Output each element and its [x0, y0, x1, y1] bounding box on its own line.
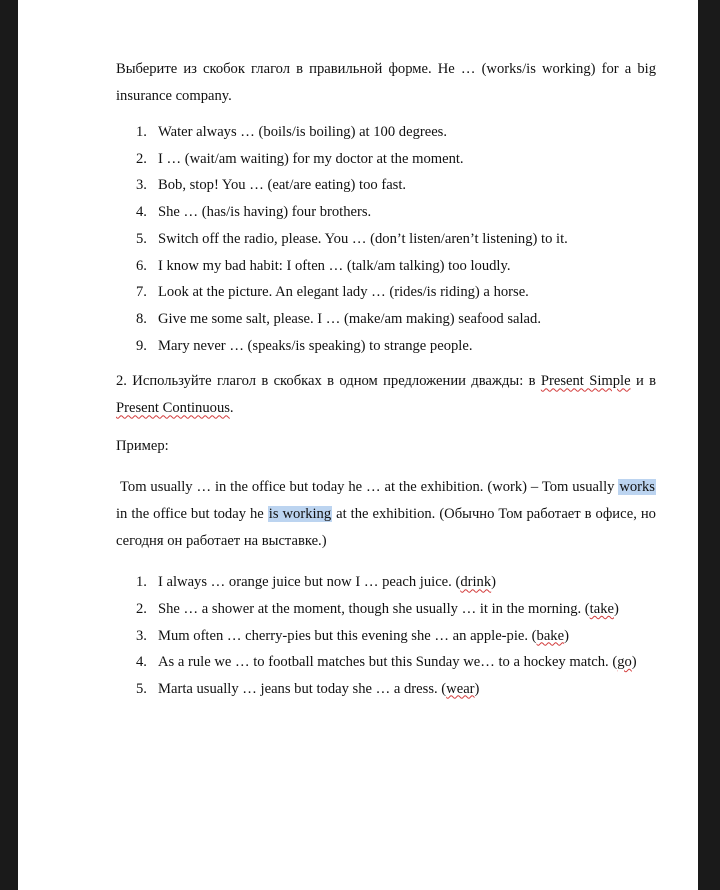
list-item — [116, 119, 656, 146]
item-text: Look at the picture. An elegant lady … (rides/is riding) a horse. — [158, 284, 529, 301]
task-2-prefix: 2. Используйте глагол в скобках в одном предложении дважды: в — [116, 373, 541, 390]
list-item — [116, 569, 656, 596]
list-item — [116, 226, 656, 253]
list-item — [116, 649, 656, 676]
item-text: Give me some salt, please. I … (make/am making) seafood salad. — [158, 310, 541, 327]
term-present-simple: Present Simple — [540, 373, 631, 390]
item-text: I … (wait/am waiting) for my doctor at the moment. — [158, 150, 464, 167]
item-number: 5. — [136, 680, 147, 697]
item-end: ) — [564, 627, 569, 644]
verb-hint: bake — [536, 627, 565, 644]
item-number: 8. — [136, 310, 147, 327]
item-text: Switch off the radio, please. You … (don’t listen/aren’t listening) to it. — [158, 230, 568, 247]
item-text: As a rule we … to football matches but this Sunday we… to a hockey match. ( — [158, 654, 618, 671]
item-number: 2. — [136, 150, 147, 167]
document-page — [18, 0, 698, 890]
example-paragraph — [116, 474, 656, 555]
list-item — [116, 676, 656, 703]
item-number: 2. — [136, 600, 147, 617]
verb-hint: drink — [460, 574, 492, 591]
list-item — [116, 596, 656, 623]
item-end: ) — [631, 654, 637, 671]
item-text: Marta usually … jeans but today she … a dress. ( — [158, 680, 447, 697]
list-item — [116, 172, 656, 199]
item-text: I know my bad habit: I often … (talk/am talking) too loudly. — [158, 257, 511, 274]
highlight-works: works — [619, 479, 655, 496]
list-item — [116, 253, 656, 280]
list-item — [116, 279, 656, 306]
item-number: 3. — [136, 627, 147, 644]
verb-hint: wear — [446, 680, 475, 697]
task-2-suffix: . — [229, 400, 234, 417]
list-item — [116, 199, 656, 226]
list-item — [116, 146, 656, 173]
example-part-1: Tom usually … in the office but today he … at the exhibition. (work) – Tom usually — [120, 479, 619, 496]
intro-paragraph: Выберите из скобок глагол в правильной форме. He … (works/is working) for a big insurance company. — [116, 61, 656, 104]
item-number: 3. — [136, 177, 147, 194]
item-number: 5. — [136, 230, 147, 247]
item-number: 4. — [136, 204, 147, 221]
example-label: Пример: — [116, 438, 169, 455]
exercise-1-list — [116, 119, 656, 359]
item-text: Mary never … (speaks/is speaking) to strange people. — [158, 337, 473, 354]
document-content — [116, 56, 656, 702]
example-part-3: at the exhibition. (Обычно Том работает в офисе, но сегодня он работает на выставке.) — [116, 506, 656, 550]
verb-hint: take — [589, 600, 614, 617]
task-2-middle: и в — [630, 373, 657, 390]
item-number: 4. — [136, 654, 147, 671]
verb-hint: go — [617, 654, 632, 671]
highlight-is-working: is working — [268, 506, 332, 523]
exercise-2-list — [116, 569, 656, 702]
item-number: 6. — [136, 257, 147, 274]
list-item — [116, 333, 656, 360]
item-number: 7. — [136, 284, 147, 301]
item-text: She … (has/is having) four brothers. — [158, 204, 372, 221]
item-text: Water always … (boils/is boiling) at 100 degrees. — [158, 124, 448, 140]
list-item — [116, 623, 656, 650]
item-number: 9. — [136, 337, 147, 354]
item-number: 1. — [136, 124, 147, 140]
list-item — [116, 306, 656, 333]
item-end: ) — [613, 600, 619, 617]
task-2-instruction — [116, 368, 656, 422]
term-present-continuous: Present Continuous — [116, 400, 230, 417]
example-part-2: in the office but today he — [116, 506, 268, 523]
item-text: Mum often … cherry-pies but this evening she … an apple-pie. ( — [158, 627, 537, 644]
item-number: 1. — [136, 574, 147, 591]
item-end: ) — [474, 680, 480, 697]
item-text: She … a shower at the moment, though she usually … it in the morning. ( — [158, 600, 590, 617]
item-text: Bob, stop! You … (eat/are eating) too fast. — [158, 177, 407, 194]
item-text: I always … orange juice but now I … peach juice. ( — [158, 574, 461, 591]
item-end: ) — [491, 574, 496, 591]
